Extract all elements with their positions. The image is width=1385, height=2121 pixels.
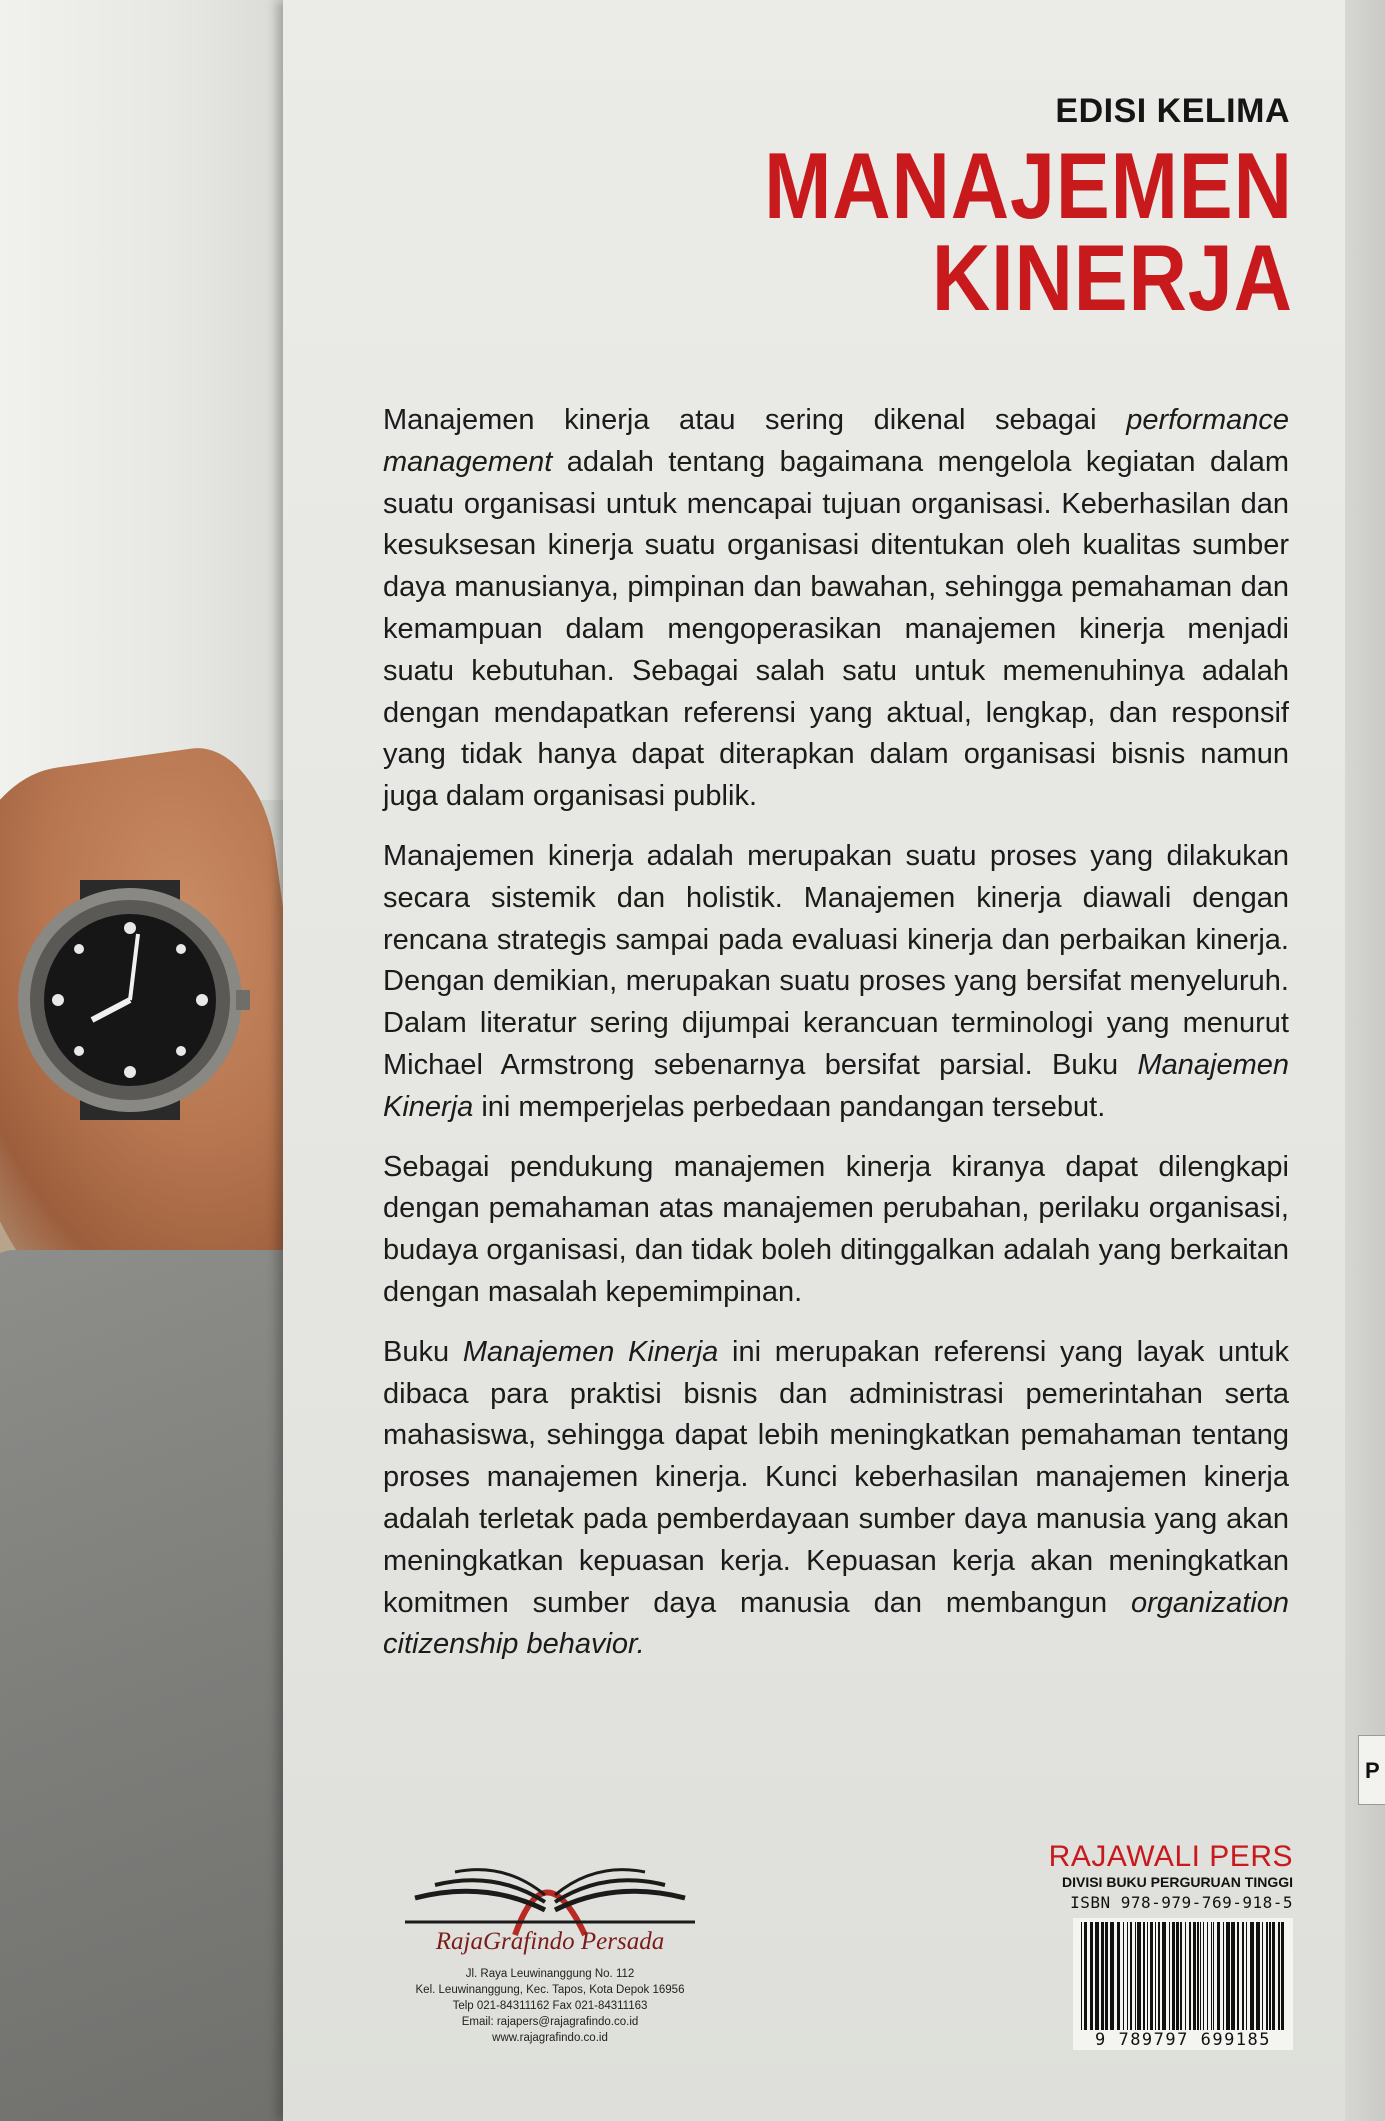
text-run: ini memperjelas perbedaan pandangan tersebut. (473, 1090, 1106, 1123)
barcode-bar (1130, 1922, 1132, 2030)
imprint-name: RAJAWALI PERS (1048, 1840, 1293, 1873)
window-light (0, 0, 290, 820)
book-title-line: MANAJEMEN (764, 133, 1293, 238)
barcode-bar (1278, 1922, 1280, 2030)
barcode-bar (1172, 1922, 1175, 2030)
blurb-paragraph (383, 1147, 1289, 1314)
barcode-bar (1176, 1922, 1179, 2030)
barcode-bar (1147, 1922, 1148, 2030)
barcode-bar (1137, 1922, 1141, 2030)
barcode-bar (1101, 1922, 1104, 2030)
barcode-bar (1207, 1922, 1208, 2030)
italic-text: Manajemen Kinerja (462, 1335, 719, 1368)
blurb-paragraph (383, 836, 1289, 1129)
publisher-name: RajaGrafindo Persada (435, 1928, 665, 1955)
text-run: Sebagai pendukung manajemen kinerja kiranya dapat dilengkapi dengan pemahaman atas manajemen perubahan, perilaku organisasi, budaya organisasi, dan tidak boleh ditinggalkan adalah yang berkaitan dengan masalah kepemimpinan. (383, 1150, 1289, 1308)
barcode-bar (1105, 1922, 1108, 2030)
sleeve (0, 1250, 290, 2121)
barcode-bar (1169, 1922, 1170, 2030)
address-line: Jl. Raya Leuwinanggung No. 112 (465, 1968, 635, 1980)
barcode-bar (1110, 1922, 1114, 2030)
address-line: Kel. Leuwinanggung, Kec. Tapos, Kota Depok 16956 (415, 1984, 685, 1996)
text-run: ini merupakan referensi yang layak untuk dibaca para praktisi bisnis dan administrasi pemerintahan serta mahasiswa, sehingga dapat lebih meningkatkan pemahaman tentang proses manajemen kinerja. Kunci keberhasilan manajemen kinerja adalah terletak pada pemberdayaan sumber daya manusia yang akan meningkatkan kepuasan kerja. Kepuasan kerja akan meningkatkan komitmen sumber daya manusia dan membangun (383, 1335, 1289, 1619)
barcode-bar (1162, 1922, 1166, 2030)
barcode-bar (1193, 1922, 1196, 2030)
wristwatch-icon (10, 880, 250, 1120)
barcode-bar (1200, 1922, 1201, 2030)
barcode-bar (1180, 1922, 1182, 2030)
barcode-bar (1081, 1922, 1082, 2030)
barcode-bar (1281, 1922, 1284, 2030)
barcode-icon (1073, 1918, 1293, 2038)
barcode-bar (1213, 1922, 1214, 2030)
text-run: Buku (383, 1335, 463, 1368)
blurb-paragraph (383, 400, 1289, 818)
barcode-bar (1256, 1922, 1260, 2030)
barcode-bar (1155, 1922, 1156, 2030)
text-run: Manajemen kinerja adalah merupakan suatu proses yang dilakukan secara sistemik dan holistik. Manajemen kinerja diawali dengan rencana strategis sampai pada evaluasi kinerja dan perbaikan kinerja. Dengan demikian, merupakan suatu proses yang bersifat menyeluruh. Dalam literatur sering dijumpai kerancuan terminologi yang menurut Michael Armstrong sebenarnya bersifat parsial. Buku (383, 839, 1289, 1081)
barcode-bar (1272, 1922, 1275, 2030)
barcode-bar (1203, 1922, 1204, 2030)
barcode-bar (1150, 1922, 1153, 2030)
barcode-bar (1211, 1922, 1212, 2030)
barcode-bar (1090, 1922, 1093, 2030)
italic-text: organization citizenship behavior. (383, 1586, 1289, 1661)
barcode-bar (1246, 1922, 1247, 2030)
barcode-bar (1158, 1922, 1160, 2030)
barcode-bar (1237, 1922, 1239, 2030)
text-run: adalah tentang bagaimana mengelola kegiatan dalam suatu organisasi untuk mencapai tujuan organisasi. Keberhasilan dan kesuksesan kinerja suatu organisasi ditentukan oleh kualitas sumber daya manusianya, pimpinan dan bawahan, sehingga pemahaman dan kemampuan dalam mengoperasikan manajemen kinerja menjadi suatu kebutuhan. Sebagai salah satu untuk memenuhinya adalah dengan mendapatkan referensi yang aktual, lengkap, dan responsif yang tidak hanya dapat diterapkan dalam organisasi bisnis namun juga dalam organisasi publik. (383, 445, 1289, 813)
blurb-paragraph (383, 1332, 1289, 1666)
barcode-bar (1123, 1922, 1124, 2030)
barcode-bar (1143, 1922, 1145, 2030)
barcode-bar (1269, 1922, 1271, 2030)
barcode-bar (1266, 1922, 1268, 2030)
text-run: Manajemen kinerja atau sering dikenal sebagai (383, 404, 1127, 436)
barcode-bar (1095, 1922, 1099, 2030)
barcode-bar (1226, 1922, 1230, 2030)
edition-label: EDISI KELIMA (1055, 92, 1290, 130)
italic-text: performance management (383, 404, 1289, 478)
barcode-bar (1242, 1922, 1244, 2030)
barcode-bar (1217, 1922, 1220, 2030)
barcode-bar (1185, 1922, 1186, 2030)
barcode-bar (1262, 1922, 1263, 2030)
address-line: Email: rajapers@rajagrafindo.co.id (461, 2016, 639, 2028)
barcode-bar (1127, 1922, 1128, 2030)
barcode-bar (1197, 1922, 1199, 2030)
book-title-line: KINERJA (932, 225, 1293, 331)
barcode-bar (1231, 1922, 1235, 2030)
barcode-bar (1084, 1922, 1087, 2030)
book-title (678, 133, 1293, 331)
barcode-bar (1250, 1922, 1254, 2030)
edge-tab: P (1358, 1735, 1385, 1805)
barcode-digits: 9 789797 699185 (1073, 2030, 1293, 2050)
imprint-division: DIVISI BUKU PERGURUAN TINGGI (1061, 1874, 1293, 1890)
barcode-bar (1189, 1922, 1191, 2030)
barcode-bar (1223, 1922, 1224, 2030)
cover-photo (0, 0, 290, 2121)
barcode-bar (1135, 1922, 1136, 2030)
address-line: Telp 021-84311162 Fax 021-84311163 (452, 2000, 648, 2012)
isbn-label: ISBN 978-979-769-918-5 (1070, 1893, 1293, 1912)
publisher-address (380, 1966, 720, 2046)
watch-crown (236, 990, 250, 1010)
address-line: www.rajagrafindo.co.id (492, 2032, 608, 2044)
italic-text: Manajemen Kinerja (383, 1048, 1289, 1123)
barcode-bar (1117, 1922, 1120, 2030)
blurb (383, 400, 1289, 1684)
